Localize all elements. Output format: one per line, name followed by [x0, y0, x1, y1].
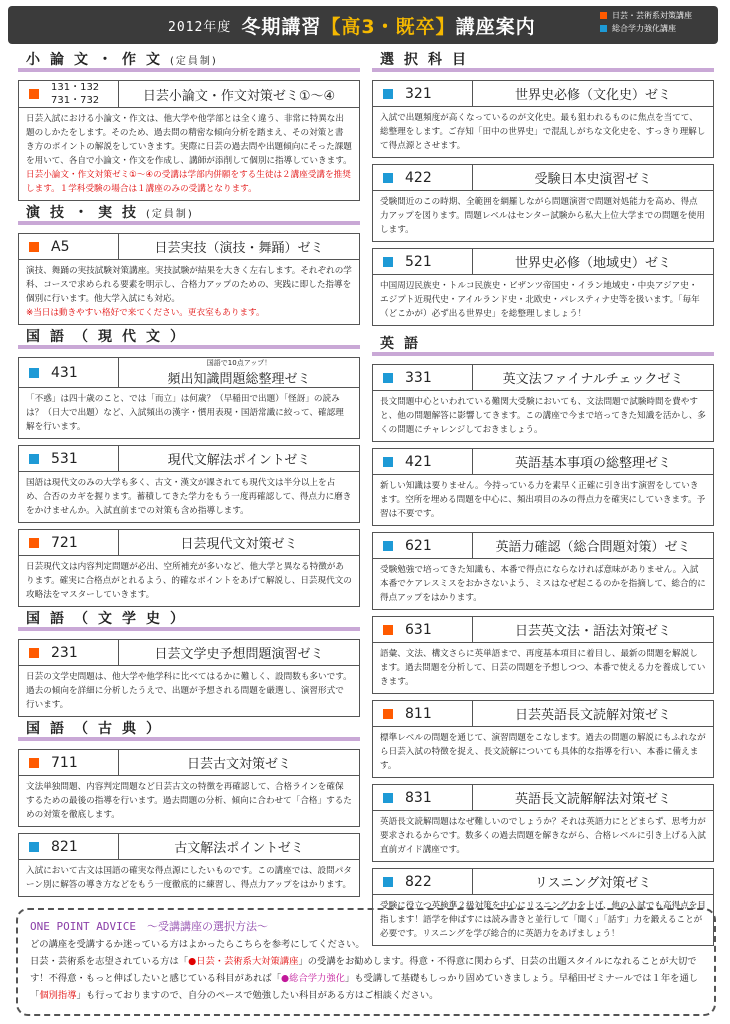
course-title: 受験日本史演習ゼミ	[534, 172, 652, 187]
course-card: 721 日芸現代文対策ゼミ 日芸現代文は内容判定問題が必出、空所補充が多いなど、他大学と異なる特徴があります。確実に合格点がとれるよう、的確なポイントをあげて解説し、日芸現代文の攻略法をマスターしていきます。	[18, 529, 360, 607]
course-title: 現代文解法ポイントゼミ	[167, 453, 311, 468]
course-card: A5 日芸実技（演技・舞踊）ゼミ 演技、舞踊の実技試験対策講座。実技試験が結果を大きく左右します。それぞれの学科、コースで求められる要素を明示し、合格力アップのための、実践に即した指導を個別に行います。他大学入試にも対応。 ※当日は動きやすい格好で来てください。更衣室もあります。	[18, 233, 360, 325]
section-header: 小論文・作文(定員制)	[18, 52, 360, 74]
course-title: 世界史必修（文化史）ゼミ	[514, 88, 671, 103]
section-header: 英語	[372, 336, 714, 358]
course-card: 321 世界史必修（文化史）ゼミ 入試で出題頻度が高くなっているのが文化史。最も狙われるものに焦点を当てて、総整理をします。ご存知「田中の世界史」で混乱しがちな文化史を、すっきり理解して得点源とさせます。	[372, 80, 714, 158]
course-card: 531 現代文解法ポイントゼミ 国語は現代文のみの大学も多く、古文・漢文が課されても現代文は半分以上を占め、合否のカギを握ります。蓄積してきた学力をもう一度再確認して、得点力に磨きをかけませんか。入試直前までの対策も含め指導します。	[18, 445, 360, 523]
section-header: 国語（現代文）	[18, 329, 360, 351]
category-square-icon	[29, 368, 39, 378]
advice-heading: ONE POINT ADVICE 〜受講講座の選択方法〜	[30, 920, 268, 933]
category-square-icon	[29, 648, 39, 658]
course-card: 831 英語長文読解解法対策ゼミ 英語長文読解問題はなぜ難しいのでしょうか？それは英語力にとどまらず、思考力が要求されるからです。数多くの過去問題を解きながら、合格レベルに引き上げる入試直前ガイド講座です。	[372, 784, 714, 862]
advice-text: どの講座を受講するか迷っている方はよかったらこちらを参考にしてください。 日芸・芸術系を志望されている方は「●日芸・芸術系大対策講座」の受講をお勧めします。得意・不得意に関わらず、日芸の出題スタイルになれることが大切です！不得意・もっと伸ばしたいと感じている科目があれば「●総合学力強化」も受講して基礎もしっかり固めていきましょう。早稲田ゼミナールでは１年を通し「個別指導」も行っておりますので、自分のペースで勉強したい科目がある方はご相談ください。	[30, 939, 699, 1001]
course-card: 631 日芸英文法・語法対策ゼミ 語彙、文法、構文さらに英単語まで、再度基本項目に着目し、最新の問題を解説します。過去問題を分析して、日芸の問題を予想しつつ、本番で使える力を養成していきます。	[372, 616, 714, 694]
course-card: 821 古文解法ポイントゼミ 入試において古文は国語の確実な得点源にしたいものです。この講座では、設問パターン別に解答の導き方などをもう一度徹底的に練習し、得点力アップをはかります。	[18, 833, 360, 897]
course-card: 422 受験日本史演習ゼミ 受験間近のこの時期、全範囲を網羅しながら問題演習で問題対処能力を高め、得点力アップを図ります。問題レベルはセンター試験から私大上位大学までの問題を使用します。	[372, 164, 714, 242]
category-square-icon	[383, 793, 393, 803]
course-card: 131・132 731・732 日芸小論文・作文対策ゼミ①〜④ 日芸入試における小論文・作文は、他大学や他学部とは全く違う、非常に特異な出題のしかたをします。そのため、過去問の精密な傾向分析を踏まえ、その対策と書き方のポイントの解説をしていきます。実際に日芸の過去問や出題傾向にそった課題を用いて、各自で小論文・作文を作成し、講師が添削して個別に指導していきます。 日芸小論文・作文対策ゼミ①〜④の受講は学部内併願をする生徒は２講座受講を推奨します。１学科受験の場合は１講座のみの受講となります。	[18, 80, 360, 201]
course-title: 日芸実技（演技・舞踊）ゼミ	[154, 241, 324, 256]
category-square-icon	[383, 877, 393, 887]
category-square-icon	[383, 257, 393, 267]
section-header: 国語（古典）	[18, 721, 360, 743]
orange-square-icon	[600, 12, 607, 19]
course-title: 日芸文学史予想問題演習ゼミ	[154, 647, 324, 662]
category-square-icon	[383, 541, 393, 551]
course-title: 世界史必修（地域史）ゼミ	[514, 256, 671, 271]
course-title: 頻出知識問題総整理ゼミ	[167, 372, 311, 387]
course-card: 431 国語で10点アップ！ 頻出知識問題総整理ゼミ 「不惑」は四十歳のこと、では「而立」は何歳？（早稲田で出題）「怪訝」の読みは？（日大で出題）など、入試頻出の漢字・慣用表現・国語常識に絞って、確認理解を行います。	[18, 357, 360, 439]
course-title: 日芸英語長文読解対策ゼミ	[514, 708, 671, 723]
course-card: 621 英語力確認（総合問題対策）ゼミ 受験勉強で培ってきた知識も、本番で得点にならなければ意味がありません。入試本番でケアレスミスをおかさないよう、ミスはなぜ起こるのかを指摘して、総合的に得点アップをはかります。	[372, 532, 714, 610]
right-column	[372, 50, 714, 946]
course-title: 英文法ファイナルチェックゼミ	[502, 372, 684, 387]
course-title: 日芸英文法・語法対策ゼミ	[514, 624, 671, 639]
course-card: 811 日芸英語長文読解対策ゼミ 標準レベルの問題を通じて、演習問題をこなします。過去の問題の解説にもふれながら日芸入試の特徴を捉え、長文読解についても具体的な指導を行い、本番に備えます。	[372, 700, 714, 778]
category-square-icon	[383, 625, 393, 635]
course-title: リスニング対策ゼミ	[534, 876, 652, 891]
category-square-icon	[383, 709, 393, 719]
category-square-icon	[29, 89, 39, 99]
course-title: 英語基本事項の総整理ゼミ	[514, 456, 671, 471]
category-square-icon	[29, 242, 39, 252]
course-card: 421 英語基本事項の総整理ゼミ 新しい知識は要りません。今持っている力を素早く正確に引き出す演習をしていきます。空所を埋める問題を中心に、頻出項目のみの得点力を確実にしていきます。予習は不要です。	[372, 448, 714, 526]
course-card: 331 英文法ファイナルチェックゼミ 長文問題中心といわれている難関大受験においても、文法問題で試験時間を費やすと、他の問題解答に影響してきます。この講座で今まで培ってきた知識を活かし、多くの問題にチャレンジしておきましょう。	[372, 364, 714, 442]
course-card: 822 リスニング対策ゼミ 受験に役立つ英検準２級対策を中心にリスニング力を上げ、他の入試でも高得点を目指します！語学を伸ばすには読み書きと並行して「聞く」「話す」力を鍛えることが必要です。リスニングを学び総合的に英語力をあげましょう！	[372, 868, 714, 946]
header-banner	[8, 6, 718, 44]
course-title: 古文解法ポイントゼミ	[174, 841, 304, 856]
left-column	[18, 50, 360, 897]
category-square-icon	[383, 457, 393, 467]
category-square-icon	[29, 454, 39, 464]
course-title: 日芸小論文・作文対策ゼミ①〜④	[142, 88, 336, 104]
category-square-icon	[383, 173, 393, 183]
category-square-icon	[383, 89, 393, 99]
section-header: 演技・実技(定員制)	[18, 205, 360, 227]
course-title: 日芸現代文対策ゼミ	[180, 537, 298, 552]
category-square-icon	[29, 538, 39, 548]
legend: 日芸・芸術系対策講座 総合学力強化講座	[600, 9, 692, 35]
course-card: 521 世界史必修（地域史）ゼミ 中国周辺民族史・トルコ民族史・ビザンツ帝国史・イラン地域史・中央アジア史・エジプト近現代史・アイルランド史・北欧史・パレスティナ史等を扱います。「毎年（どこかが）必ず出る世界史」を総整理しましょう！	[372, 248, 714, 326]
header-year: 2012年度	[168, 19, 232, 35]
section-header: 選択科目	[372, 52, 714, 74]
course-card: 231 日芸文学史予想問題演習ゼミ 日芸の文学史問題は、他大学や他学科に比べてはるかに難しく、設問数も多いです。過去の傾向を詳細に分析したうえで、出題が予想される問題を厳選し、演習形式で行います。	[18, 639, 360, 717]
course-card: 711 日芸古文対策ゼミ 文法単独問題、内容判定問題など日芸古文の特徴を再確認して、合格ラインを確保するための最後の指導を行います。過去問題の分析、傾向に合わせて「合格」するための対策を徹底します。	[18, 749, 360, 827]
category-square-icon	[29, 842, 39, 852]
section-header: 国語（文学史）	[18, 611, 360, 633]
blue-square-icon	[600, 25, 607, 32]
course-title: 日芸古文対策ゼミ	[186, 757, 291, 772]
category-square-icon	[29, 758, 39, 768]
course-title: 英語力確認（総合問題対策）ゼミ	[495, 540, 691, 555]
page-title: 冬期講習【高3・既卒】講座案内	[241, 15, 536, 38]
course-title: 英語長文読解解法対策ゼミ	[514, 792, 671, 807]
advice-box	[16, 908, 716, 1016]
category-square-icon	[383, 373, 393, 383]
